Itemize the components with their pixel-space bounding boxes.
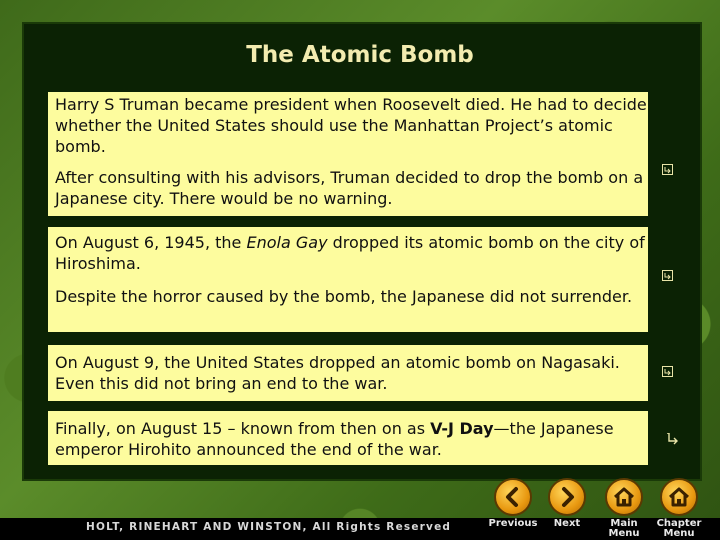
home-icon — [662, 480, 696, 514]
right-arrow-icon — [550, 480, 584, 514]
text-box-nagasaki — [48, 345, 648, 401]
main-label: Main — [610, 518, 638, 529]
slide-title: The Atomic Bomb — [246, 42, 474, 68]
chapter-menu-label[interactable] — [649, 519, 709, 539]
paragraph — [48, 411, 648, 460]
step-arrow-icon[interactable] — [662, 366, 673, 377]
next-label[interactable]: Next — [553, 518, 581, 529]
next-button[interactable] — [548, 478, 586, 516]
end-arrow-icon[interactable] — [666, 430, 680, 442]
left-arrow-icon — [496, 480, 530, 514]
paragraph: Harry S Truman became president when Roosevelt died. He had to decide whether the United States should use the Manhattan Project’s atomic bomb. — [55, 95, 647, 156]
chapter-label: Chapter — [656, 518, 702, 529]
previous-button[interactable] — [494, 478, 532, 516]
menu-label: Menu — [663, 528, 695, 539]
step-arrow-icon[interactable] — [662, 270, 673, 281]
copyright-text: HOLT, RINEHART AND WINSTON, All Rights Reserved — [86, 521, 452, 533]
paragraph: On August 9, the United States dropped an atomic bomb on Nagasaki. Even this did not bring an end to the war. — [55, 353, 620, 393]
chapter-menu-button[interactable] — [660, 478, 698, 516]
paragraph: Despite the horror caused by the bomb, the Japanese did not surrender. — [55, 287, 633, 306]
text: —the Japanese emperor Hirohito announced the end of the war. — [55, 419, 614, 459]
main-menu-button[interactable] — [605, 478, 643, 516]
text: dropped its atomic bomb on the city of Hiroshima. — [55, 233, 645, 273]
paragraph — [48, 227, 648, 274]
vj-day-text: V-J Day — [430, 419, 494, 438]
step-arrow-icon[interactable] — [662, 164, 673, 175]
text-box-vj-day — [48, 411, 648, 465]
text-box-hiroshima — [48, 227, 648, 332]
text-box-truman — [48, 92, 648, 216]
paragraph: After consulting with his advisors, Truman decided to drop the bomb on a Japanese city. There would be no warning. — [55, 168, 644, 208]
main-menu-label[interactable] — [594, 519, 654, 539]
menu-label: Menu — [608, 528, 640, 539]
home-icon — [607, 480, 641, 514]
previous-label[interactable]: Previous — [488, 518, 538, 529]
text: Finally, on August 15 – known from then on as — [55, 419, 431, 438]
enola-gay-text: Enola Gay — [246, 233, 328, 252]
text: On August 6, 1945, the — [55, 233, 247, 252]
